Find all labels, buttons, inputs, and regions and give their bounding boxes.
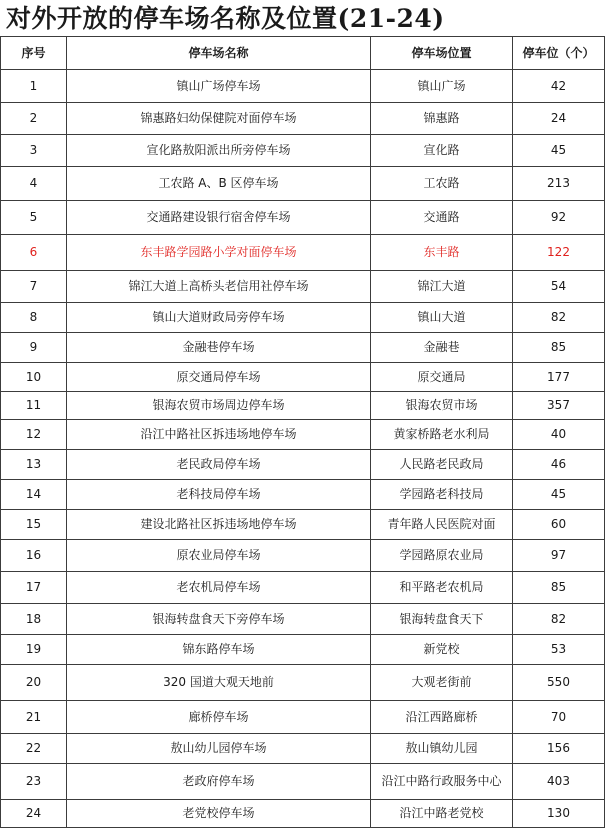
cell-spaces: 85 xyxy=(513,572,605,604)
cell-location: 沿江中路行政服务中心 xyxy=(371,764,513,800)
cell-name: 建设北路社区拆违场地停车场 xyxy=(67,510,371,540)
cell-name: 镇山广场停车场 xyxy=(67,70,371,103)
cell-index: 4 xyxy=(1,167,67,201)
table-row xyxy=(1,604,605,635)
table-row xyxy=(1,303,605,333)
cell-name: 老政府停车场 xyxy=(67,764,371,800)
cell-location: 工农路 xyxy=(371,167,513,201)
table-row xyxy=(1,450,605,480)
cell-location: 学园路原农业局 xyxy=(371,540,513,572)
cell-spaces: 130 xyxy=(513,800,605,828)
cell-index: 17 xyxy=(1,572,67,604)
cell-index: 24 xyxy=(1,800,67,828)
cell-spaces: 70 xyxy=(513,701,605,734)
cell-index: 19 xyxy=(1,635,67,665)
table-row xyxy=(1,635,605,665)
cell-name: 沿江中路社区拆违场地停车场 xyxy=(67,420,371,450)
cell-spaces: 403 xyxy=(513,764,605,800)
cell-index: 20 xyxy=(1,665,67,701)
cell-name: 工农路 A、B 区停车场 xyxy=(67,167,371,201)
table-row xyxy=(1,540,605,572)
cell-index: 16 xyxy=(1,540,67,572)
cell-location: 和平路老农机局 xyxy=(371,572,513,604)
cell-location: 锦江大道 xyxy=(371,271,513,303)
parking-table xyxy=(0,36,605,828)
table-row xyxy=(1,764,605,800)
cell-location: 沿江中路老党校 xyxy=(371,800,513,828)
cell-location: 锦惠路 xyxy=(371,103,513,135)
cell-spaces: 156 xyxy=(513,734,605,764)
table-row xyxy=(1,235,605,271)
cell-index: 18 xyxy=(1,604,67,635)
cell-name: 金融巷停车场 xyxy=(67,333,371,363)
cell-spaces: 45 xyxy=(513,480,605,510)
cell-location: 青年路人民医院对面 xyxy=(371,510,513,540)
cell-index: 11 xyxy=(1,392,67,420)
cell-name: 锦惠路妇幼保健院对面停车场 xyxy=(67,103,371,135)
cell-name: 锦东路停车场 xyxy=(67,635,371,665)
cell-name: 老农机局停车场 xyxy=(67,572,371,604)
table-header-row xyxy=(1,37,605,70)
cell-name: 银海农贸市场周边停车场 xyxy=(67,392,371,420)
cell-index: 5 xyxy=(1,201,67,235)
cell-name: 东丰路学园路小学对面停车场 xyxy=(67,235,371,271)
cell-location: 交通路 xyxy=(371,201,513,235)
cell-index: 6 xyxy=(1,235,67,271)
cell-spaces: 122 xyxy=(513,235,605,271)
cell-spaces: 46 xyxy=(513,450,605,480)
table-row xyxy=(1,167,605,201)
cell-name: 老科技局停车场 xyxy=(67,480,371,510)
cell-name: 原农业局停车场 xyxy=(67,540,371,572)
cell-index: 9 xyxy=(1,333,67,363)
cell-name: 老民政局停车场 xyxy=(67,450,371,480)
cell-location: 新党校 xyxy=(371,635,513,665)
cell-spaces: 357 xyxy=(513,392,605,420)
cell-index: 13 xyxy=(1,450,67,480)
table-row xyxy=(1,271,605,303)
cell-spaces: 40 xyxy=(513,420,605,450)
cell-index: 2 xyxy=(1,103,67,135)
cell-name: 廊桥停车场 xyxy=(67,701,371,734)
cell-location: 镇山广场 xyxy=(371,70,513,103)
table-row xyxy=(1,363,605,392)
cell-spaces: 82 xyxy=(513,604,605,635)
cell-spaces: 82 xyxy=(513,303,605,333)
cell-location: 大观老街前 xyxy=(371,665,513,701)
cell-location: 银海转盘食天下 xyxy=(371,604,513,635)
cell-location: 宣化路 xyxy=(371,135,513,167)
table-row xyxy=(1,420,605,450)
cell-location: 银海农贸市场 xyxy=(371,392,513,420)
table-row xyxy=(1,103,605,135)
cell-index: 8 xyxy=(1,303,67,333)
cell-location: 沿江西路廊桥 xyxy=(371,701,513,734)
cell-spaces: 60 xyxy=(513,510,605,540)
table-row xyxy=(1,665,605,701)
cell-spaces: 177 xyxy=(513,363,605,392)
cell-spaces: 24 xyxy=(513,103,605,135)
cell-name: 镇山大道财政局旁停车场 xyxy=(67,303,371,333)
cell-index: 21 xyxy=(1,701,67,734)
header-location: 停车场位置 xyxy=(371,37,513,70)
header-name: 停车场名称 xyxy=(67,37,371,70)
cell-location: 原交通局 xyxy=(371,363,513,392)
page-title: 对外开放的停车场名称及位置(21-24) xyxy=(6,4,445,33)
cell-index: 23 xyxy=(1,764,67,800)
cell-spaces: 92 xyxy=(513,201,605,235)
cell-spaces: 53 xyxy=(513,635,605,665)
cell-name: 锦江大道上高桥头老信用社停车场 xyxy=(67,271,371,303)
cell-spaces: 213 xyxy=(513,167,605,201)
table-row xyxy=(1,800,605,828)
cell-name: 原交通局停车场 xyxy=(67,363,371,392)
cell-spaces: 42 xyxy=(513,70,605,103)
header-spaces: 停车位（个） xyxy=(513,37,605,70)
cell-index: 3 xyxy=(1,135,67,167)
cell-index: 15 xyxy=(1,510,67,540)
table-body xyxy=(1,70,605,828)
cell-name: 320 国道大观天地前 xyxy=(67,665,371,701)
table-row xyxy=(1,70,605,103)
table-row xyxy=(1,201,605,235)
cell-index: 22 xyxy=(1,734,67,764)
cell-name: 银海转盘食天下旁停车场 xyxy=(67,604,371,635)
table-row xyxy=(1,734,605,764)
cell-location: 敖山镇幼儿园 xyxy=(371,734,513,764)
table-row xyxy=(1,333,605,363)
cell-index: 14 xyxy=(1,480,67,510)
cell-spaces: 45 xyxy=(513,135,605,167)
cell-index: 7 xyxy=(1,271,67,303)
header-index: 序号 xyxy=(1,37,67,70)
table-row xyxy=(1,572,605,604)
cell-spaces: 54 xyxy=(513,271,605,303)
cell-location: 东丰路 xyxy=(371,235,513,271)
table-row xyxy=(1,480,605,510)
cell-spaces: 85 xyxy=(513,333,605,363)
cell-location: 镇山大道 xyxy=(371,303,513,333)
cell-spaces: 550 xyxy=(513,665,605,701)
table-row xyxy=(1,392,605,420)
cell-name: 敖山幼儿园停车场 xyxy=(67,734,371,764)
cell-location: 金融巷 xyxy=(371,333,513,363)
table-row xyxy=(1,510,605,540)
cell-location: 学园路老科技局 xyxy=(371,480,513,510)
cell-index: 12 xyxy=(1,420,67,450)
cell-name: 老党校停车场 xyxy=(67,800,371,828)
table-row xyxy=(1,701,605,734)
cell-name: 宣化路敖阳派出所旁停车场 xyxy=(67,135,371,167)
cell-index: 10 xyxy=(1,363,67,392)
table-row xyxy=(1,135,605,167)
cell-location: 黄家桥路老水利局 xyxy=(371,420,513,450)
cell-name: 交通路建设银行宿舍停车场 xyxy=(67,201,371,235)
cell-spaces: 97 xyxy=(513,540,605,572)
cell-index: 1 xyxy=(1,70,67,103)
cell-location: 人民路老民政局 xyxy=(371,450,513,480)
